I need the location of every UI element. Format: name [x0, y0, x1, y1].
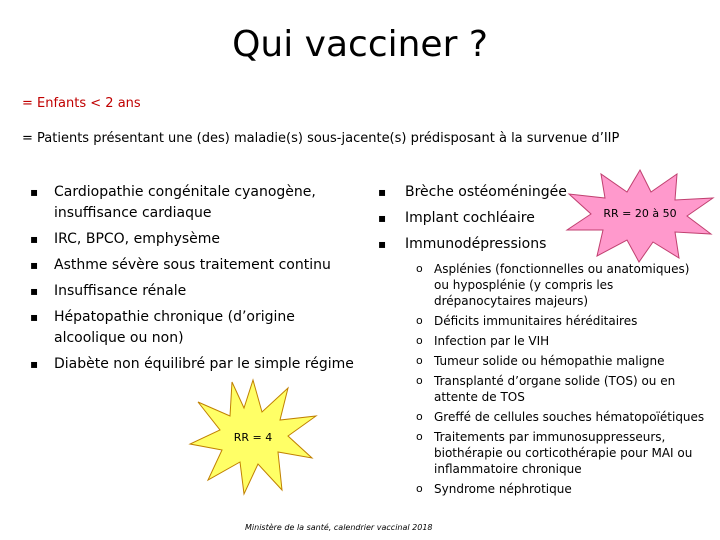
list-item: ▪ Immunodépressions — [378, 234, 678, 255]
sub-list-item: o Infection par le VIH — [406, 333, 706, 349]
patients-criterion: = Patients présentant une (des) maladie(s) sous-jacente(s) prédisposant à la survenue d’IIP — [22, 131, 620, 146]
list-item: ▪ Hépatopathie chronique (d’origine alcoolique ou non) — [30, 307, 370, 349]
children-criterion: = Enfants < 2 ans — [22, 96, 141, 111]
source-footer: Ministère de la santé, calendrier vaccinal 2018 — [245, 523, 433, 532]
sub-list-item: o Greffé de cellules souches hématopoïétiques — [406, 409, 706, 425]
sub-list-item: o Tumeur solide ou hémopathie maligne — [406, 353, 706, 369]
list-item: ▪ Cardiopathie congénitale cyanogène, insuffisance cardiaque — [30, 182, 370, 224]
sub-list-item: o Traitements par immunosuppresseurs, biothérapie ou corticothérapie pour MAI ou inflammatoire chronique — [406, 429, 706, 477]
list-item: ▪ IRC, BPCO, emphysème — [30, 229, 370, 250]
list-item: ▪ Diabète non équilibré par le simple régime — [30, 354, 370, 375]
page-title: Qui vacciner ? — [232, 24, 488, 65]
immunodepression-sublist — [406, 259, 706, 501]
sub-list-item: o Syndrome néphrotique — [406, 481, 706, 497]
list-item: ▪ Implant cochléaire — [378, 208, 678, 229]
sub-list-item: o Asplénies (fonctionnelles ou anatomiques) ou hyposplénie (y compris les drépanocytaires majeurs) — [406, 261, 706, 309]
rr20-label: RR = 20 à 50 — [603, 207, 677, 220]
list-item: ▪ Asthme sévère sous traitement continu — [30, 255, 370, 276]
left-conditions-list — [30, 182, 370, 380]
sub-list-item: o Transplanté d’organe solide (TOS) ou en attente de TOS — [406, 373, 706, 405]
list-item: ▪ Insuffisance rénale — [30, 281, 370, 302]
list-item: ▪ Brèche ostéoméningée — [378, 182, 678, 203]
sub-list-item: o Déficits immunitaires héréditaires — [406, 313, 706, 329]
rr4-label: RR = 4 — [233, 431, 273, 444]
